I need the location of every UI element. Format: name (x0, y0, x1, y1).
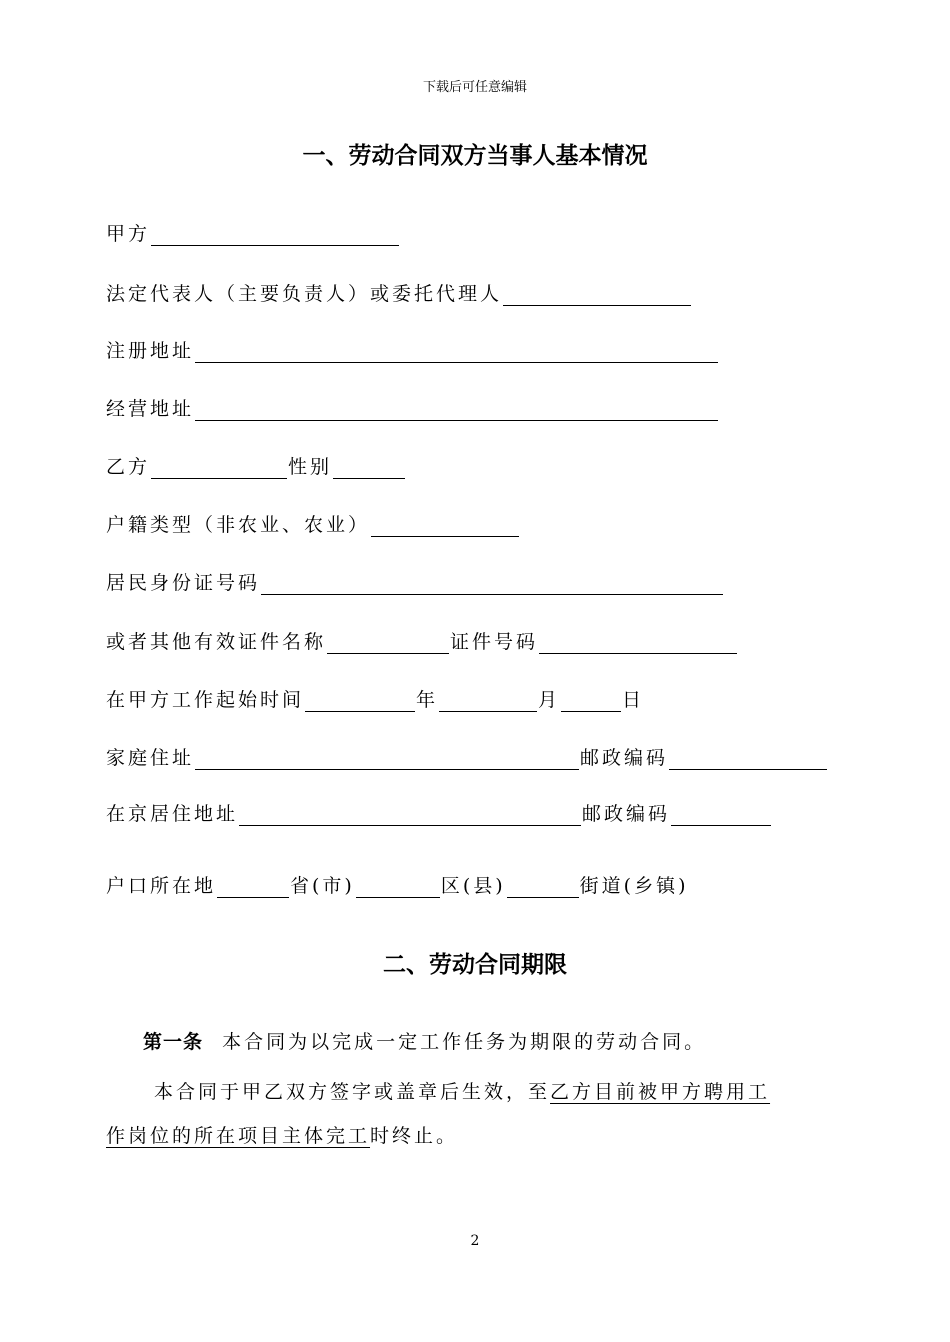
home-addr-label: 家庭住址 (106, 747, 195, 769)
id-no-label: 证件号码 (450, 631, 539, 653)
year-label: 年 (416, 689, 439, 711)
legal-rep-line (106, 276, 692, 306)
article-1 (143, 1027, 706, 1054)
other-id-line (106, 624, 738, 654)
biz-addr-line (106, 391, 719, 421)
hukou-type-blank[interactable] (371, 512, 519, 537)
start-time-label: 在甲方工作起始时间 (106, 689, 305, 711)
hukou-loc-line (106, 868, 689, 898)
id-no-blank[interactable] (539, 629, 737, 654)
party-b-line (106, 449, 406, 479)
page-number: 2 (470, 1233, 480, 1249)
district-label: 区(县) (440, 875, 506, 897)
party-b-blank[interactable] (151, 454, 287, 479)
section-2-title: 二、劳动合同期限 (383, 952, 567, 978)
article-1-text: 本合同为以完成一定工作任务为期限的劳动合同。 (222, 1031, 707, 1053)
id-number-line (106, 565, 724, 595)
gender-blank[interactable] (333, 454, 405, 479)
validity-text-a: 本合同于甲乙双方签字或盖章后生效，至 (154, 1081, 551, 1103)
reg-addr-line (106, 333, 719, 363)
other-id-name-label: 或者其他有效证件名称 (106, 631, 327, 653)
other-id-name-blank[interactable] (327, 629, 449, 654)
biz-addr-label: 经营地址 (106, 398, 195, 420)
hukou-loc-label: 户口所在地 (106, 875, 217, 897)
page-header-note: 下载后可任意编辑 (422, 80, 527, 95)
home-addr-blank[interactable] (195, 745, 579, 770)
party-a-line (106, 216, 400, 246)
street-blank[interactable] (507, 873, 579, 898)
validity-para-line-1 (154, 1077, 770, 1104)
postal-code-blank-2[interactable] (671, 801, 771, 826)
postal-code-label-2: 邮政编码 (582, 803, 671, 825)
start-month-blank[interactable] (439, 687, 537, 712)
street-label: 街道(乡镇) (579, 875, 689, 897)
postal-code-blank-1[interactable] (669, 745, 827, 770)
validity-underlined-1: 乙方目前被甲方聘用工 (550, 1081, 771, 1103)
bj-addr-line (106, 796, 772, 826)
party-b-label: 乙方 (106, 456, 151, 478)
start-time-line (106, 682, 644, 712)
legal-rep-label: 法定代表人（主要负责人）或委托代理人 (106, 283, 503, 305)
validity-para-line-2 (106, 1121, 458, 1148)
day-label: 日 (622, 689, 645, 711)
start-year-blank[interactable] (305, 687, 415, 712)
start-day-blank[interactable] (561, 687, 621, 712)
id-number-label: 居民身份证号码 (106, 572, 261, 594)
validity-underlined-2: 作岗位的所在项目主体完工 (106, 1125, 371, 1147)
postal-code-label-1: 邮政编码 (580, 747, 669, 769)
reg-addr-blank[interactable] (195, 338, 718, 363)
gender-label: 性别 (288, 456, 333, 478)
id-number-blank[interactable] (261, 570, 723, 595)
article-1-label: 第一条 (143, 1031, 204, 1053)
validity-text-b: 时终止。 (370, 1125, 459, 1147)
bj-addr-blank[interactable] (239, 801, 581, 826)
month-label: 月 (538, 689, 561, 711)
bj-addr-label: 在京居住地址 (106, 803, 239, 825)
province-blank[interactable] (217, 873, 289, 898)
province-label: 省(市) (290, 875, 355, 897)
legal-rep-blank[interactable] (503, 281, 691, 306)
hukou-type-label: 户籍类型（非农业、农业） (106, 514, 371, 536)
reg-addr-label: 注册地址 (106, 340, 195, 362)
district-blank[interactable] (356, 873, 440, 898)
home-addr-line (106, 740, 828, 770)
party-a-blank[interactable] (151, 221, 399, 246)
hukou-type-line (106, 507, 520, 537)
section-1-title: 一、劳动合同双方当事人基本情况 (302, 143, 648, 169)
biz-addr-blank[interactable] (195, 396, 718, 421)
party-a-label: 甲方 (106, 223, 151, 245)
